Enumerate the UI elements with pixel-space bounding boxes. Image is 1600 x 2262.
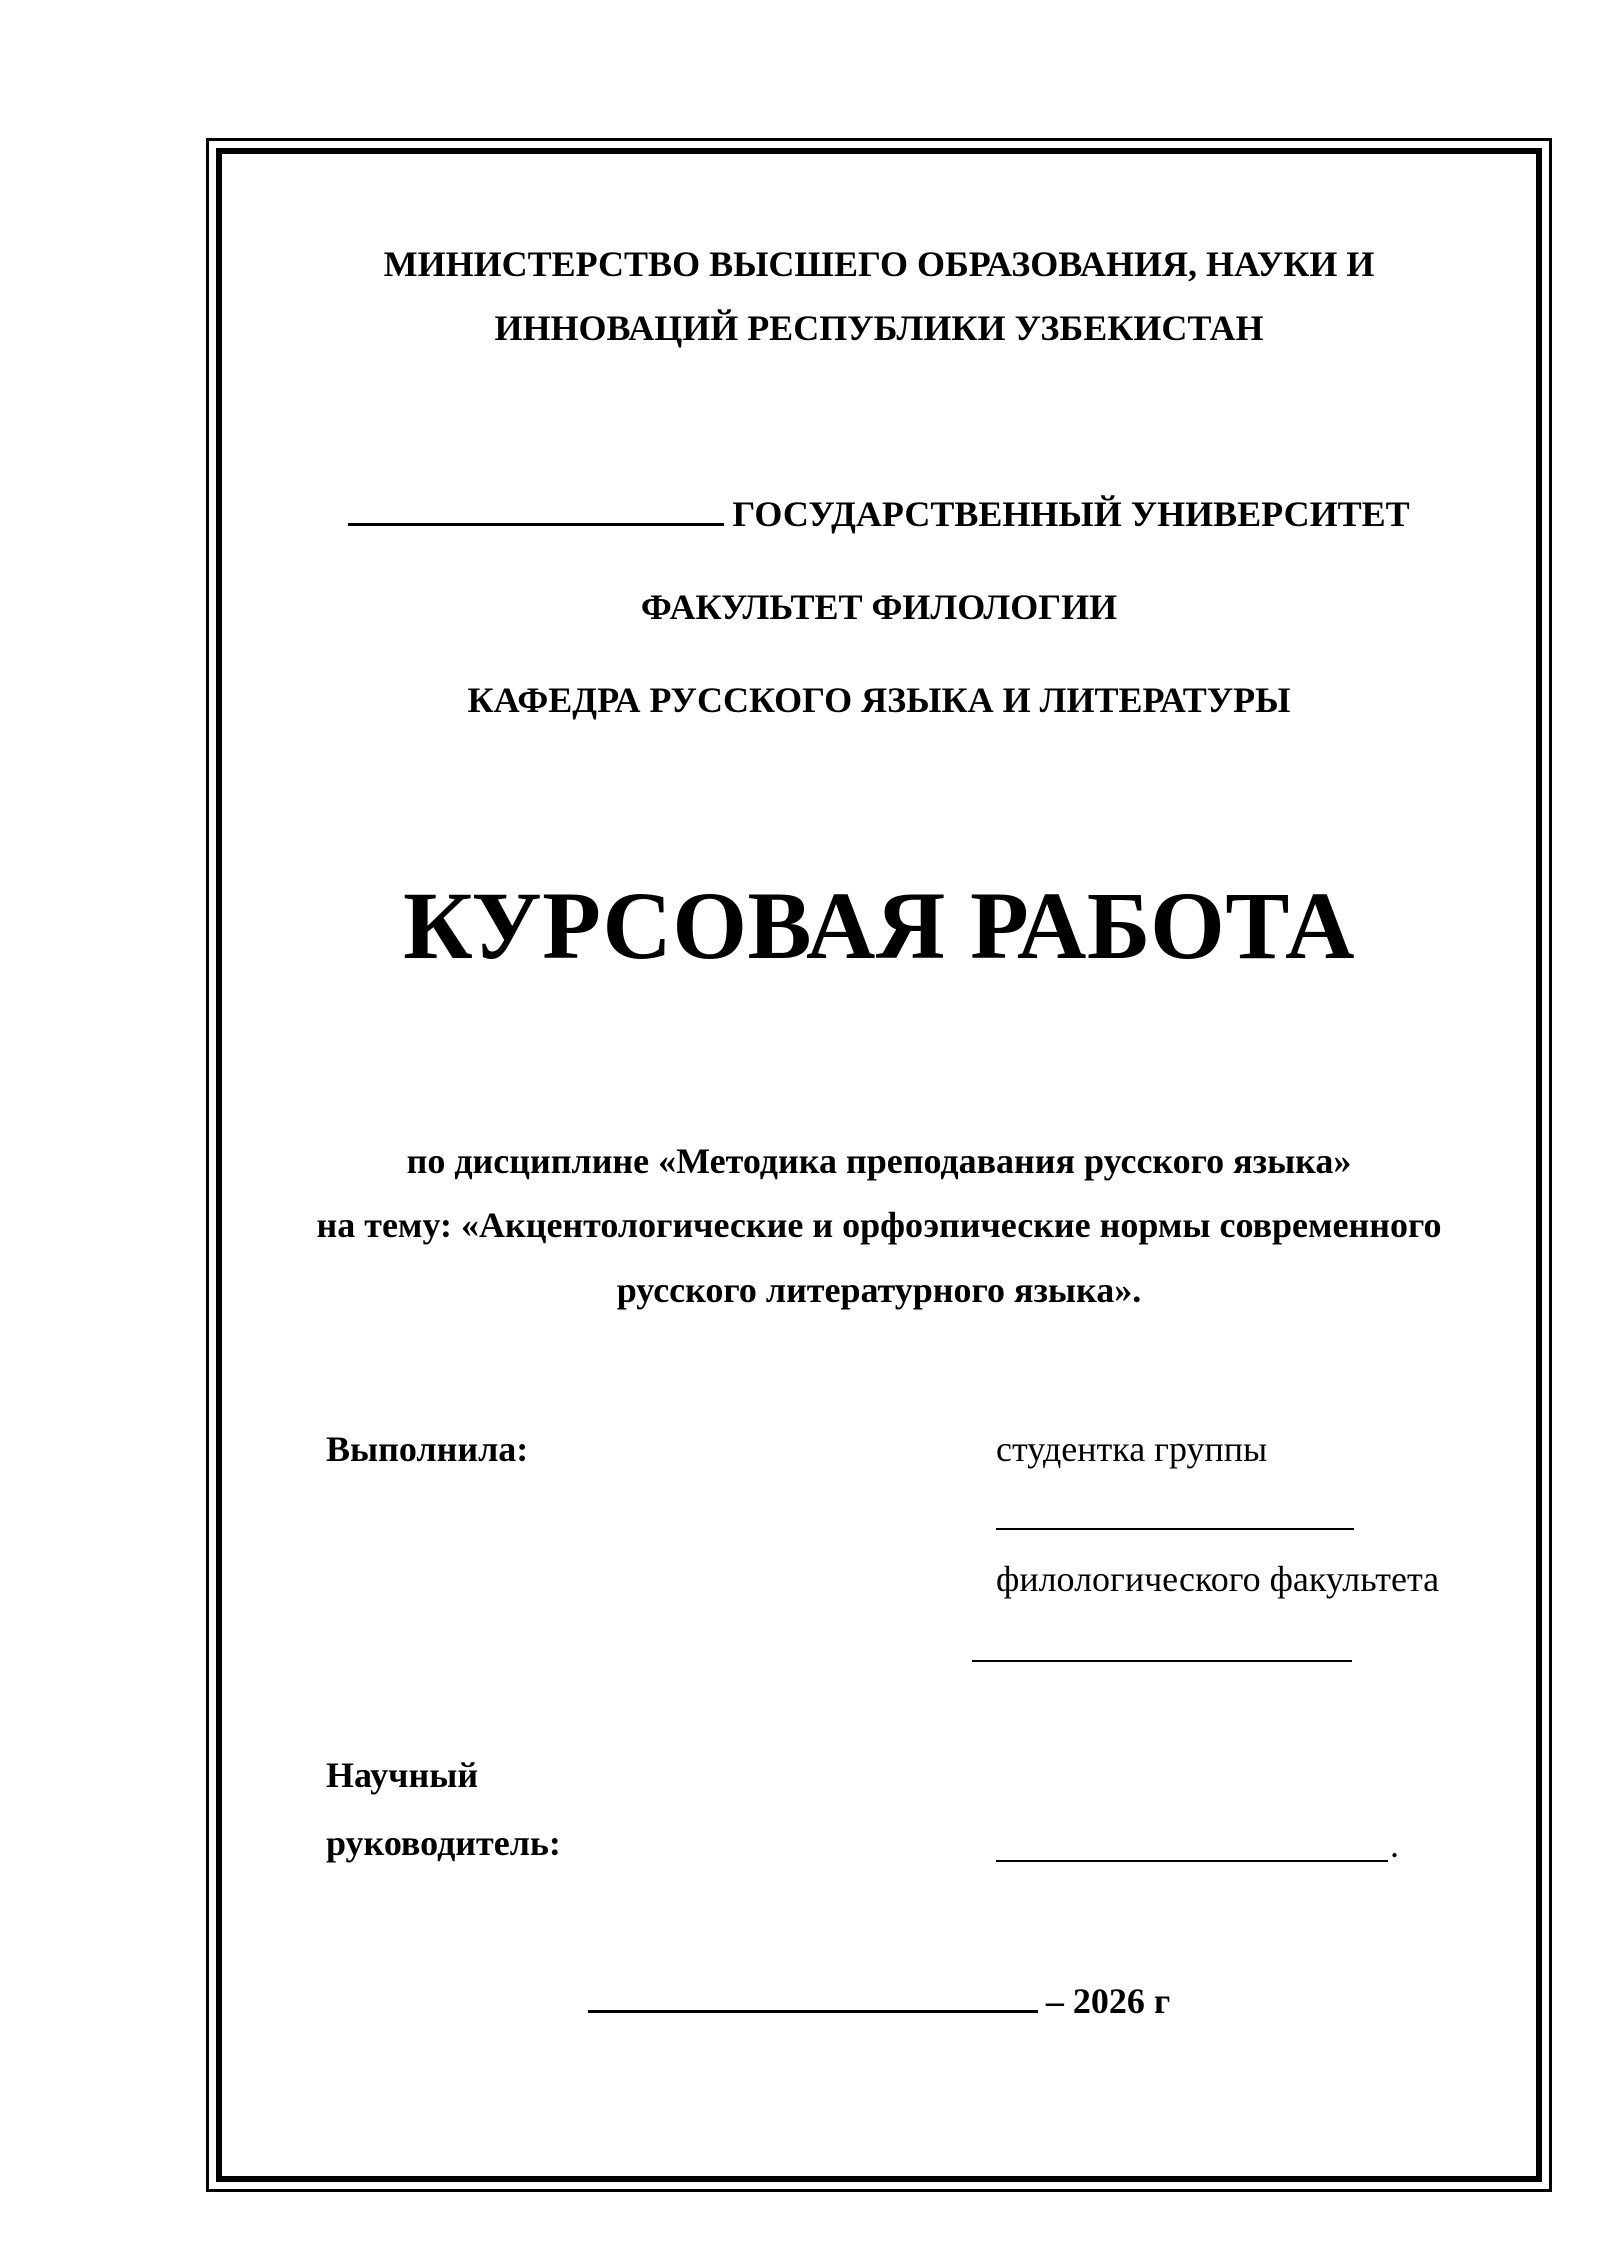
city-year-line: [216, 1980, 1542, 2022]
group-number-blank: [996, 1528, 1354, 1530]
ministry-line-2: ИННОВАЦИЙ РЕСПУБЛИКИ УЗБЕКИСТАН: [494, 308, 1264, 348]
author-name-blank: [972, 1660, 1352, 1662]
university-suffix: ГОСУДАРСТВЕННЫЙ УНИВЕРСИТЕТ: [732, 494, 1410, 534]
faculty-line: ФАКУЛЬТЕТ ФИЛОЛОГИИ: [640, 587, 1118, 627]
department-line: КАФЕДРА РУССКОГО ЯЗЫКА И ЛИТЕРАТУРЫ: [467, 680, 1291, 720]
author-group-text: студентка группы: [996, 1429, 1268, 1469]
supervisor-label-line-2: руководитель:: [326, 1823, 561, 1863]
document-title: КУРСОВАЯ РАБОТА: [403, 872, 1355, 979]
year-text: – 2026 г: [1045, 1981, 1171, 2021]
topic-line-2: на тему: «Акцентологические и орфоэпические нормы современного: [316, 1205, 1442, 1245]
supervisor-label-line-1: Научный: [326, 1755, 479, 1795]
topic-discipline: по дисциплине «Методика преподавания русского языка»: [406, 1141, 1352, 1181]
ministry-line-1: МИНИСТЕРСТВО ВЫСШЕГО ОБРАЗОВАНИЯ, НАУКИ И: [383, 244, 1375, 284]
university-line: [216, 493, 1542, 535]
topic-line-3: русского литературного языка».: [616, 1270, 1142, 1310]
city-blank: [588, 2009, 1038, 2013]
author-faculty-text: филологического факультета: [996, 1559, 1440, 1599]
supervisor-name-blank: [996, 1860, 1388, 1862]
supervisor-period: .: [1390, 1825, 1399, 1865]
author-label: Выполнила:: [326, 1429, 529, 1469]
university-name-blank: [348, 522, 724, 526]
